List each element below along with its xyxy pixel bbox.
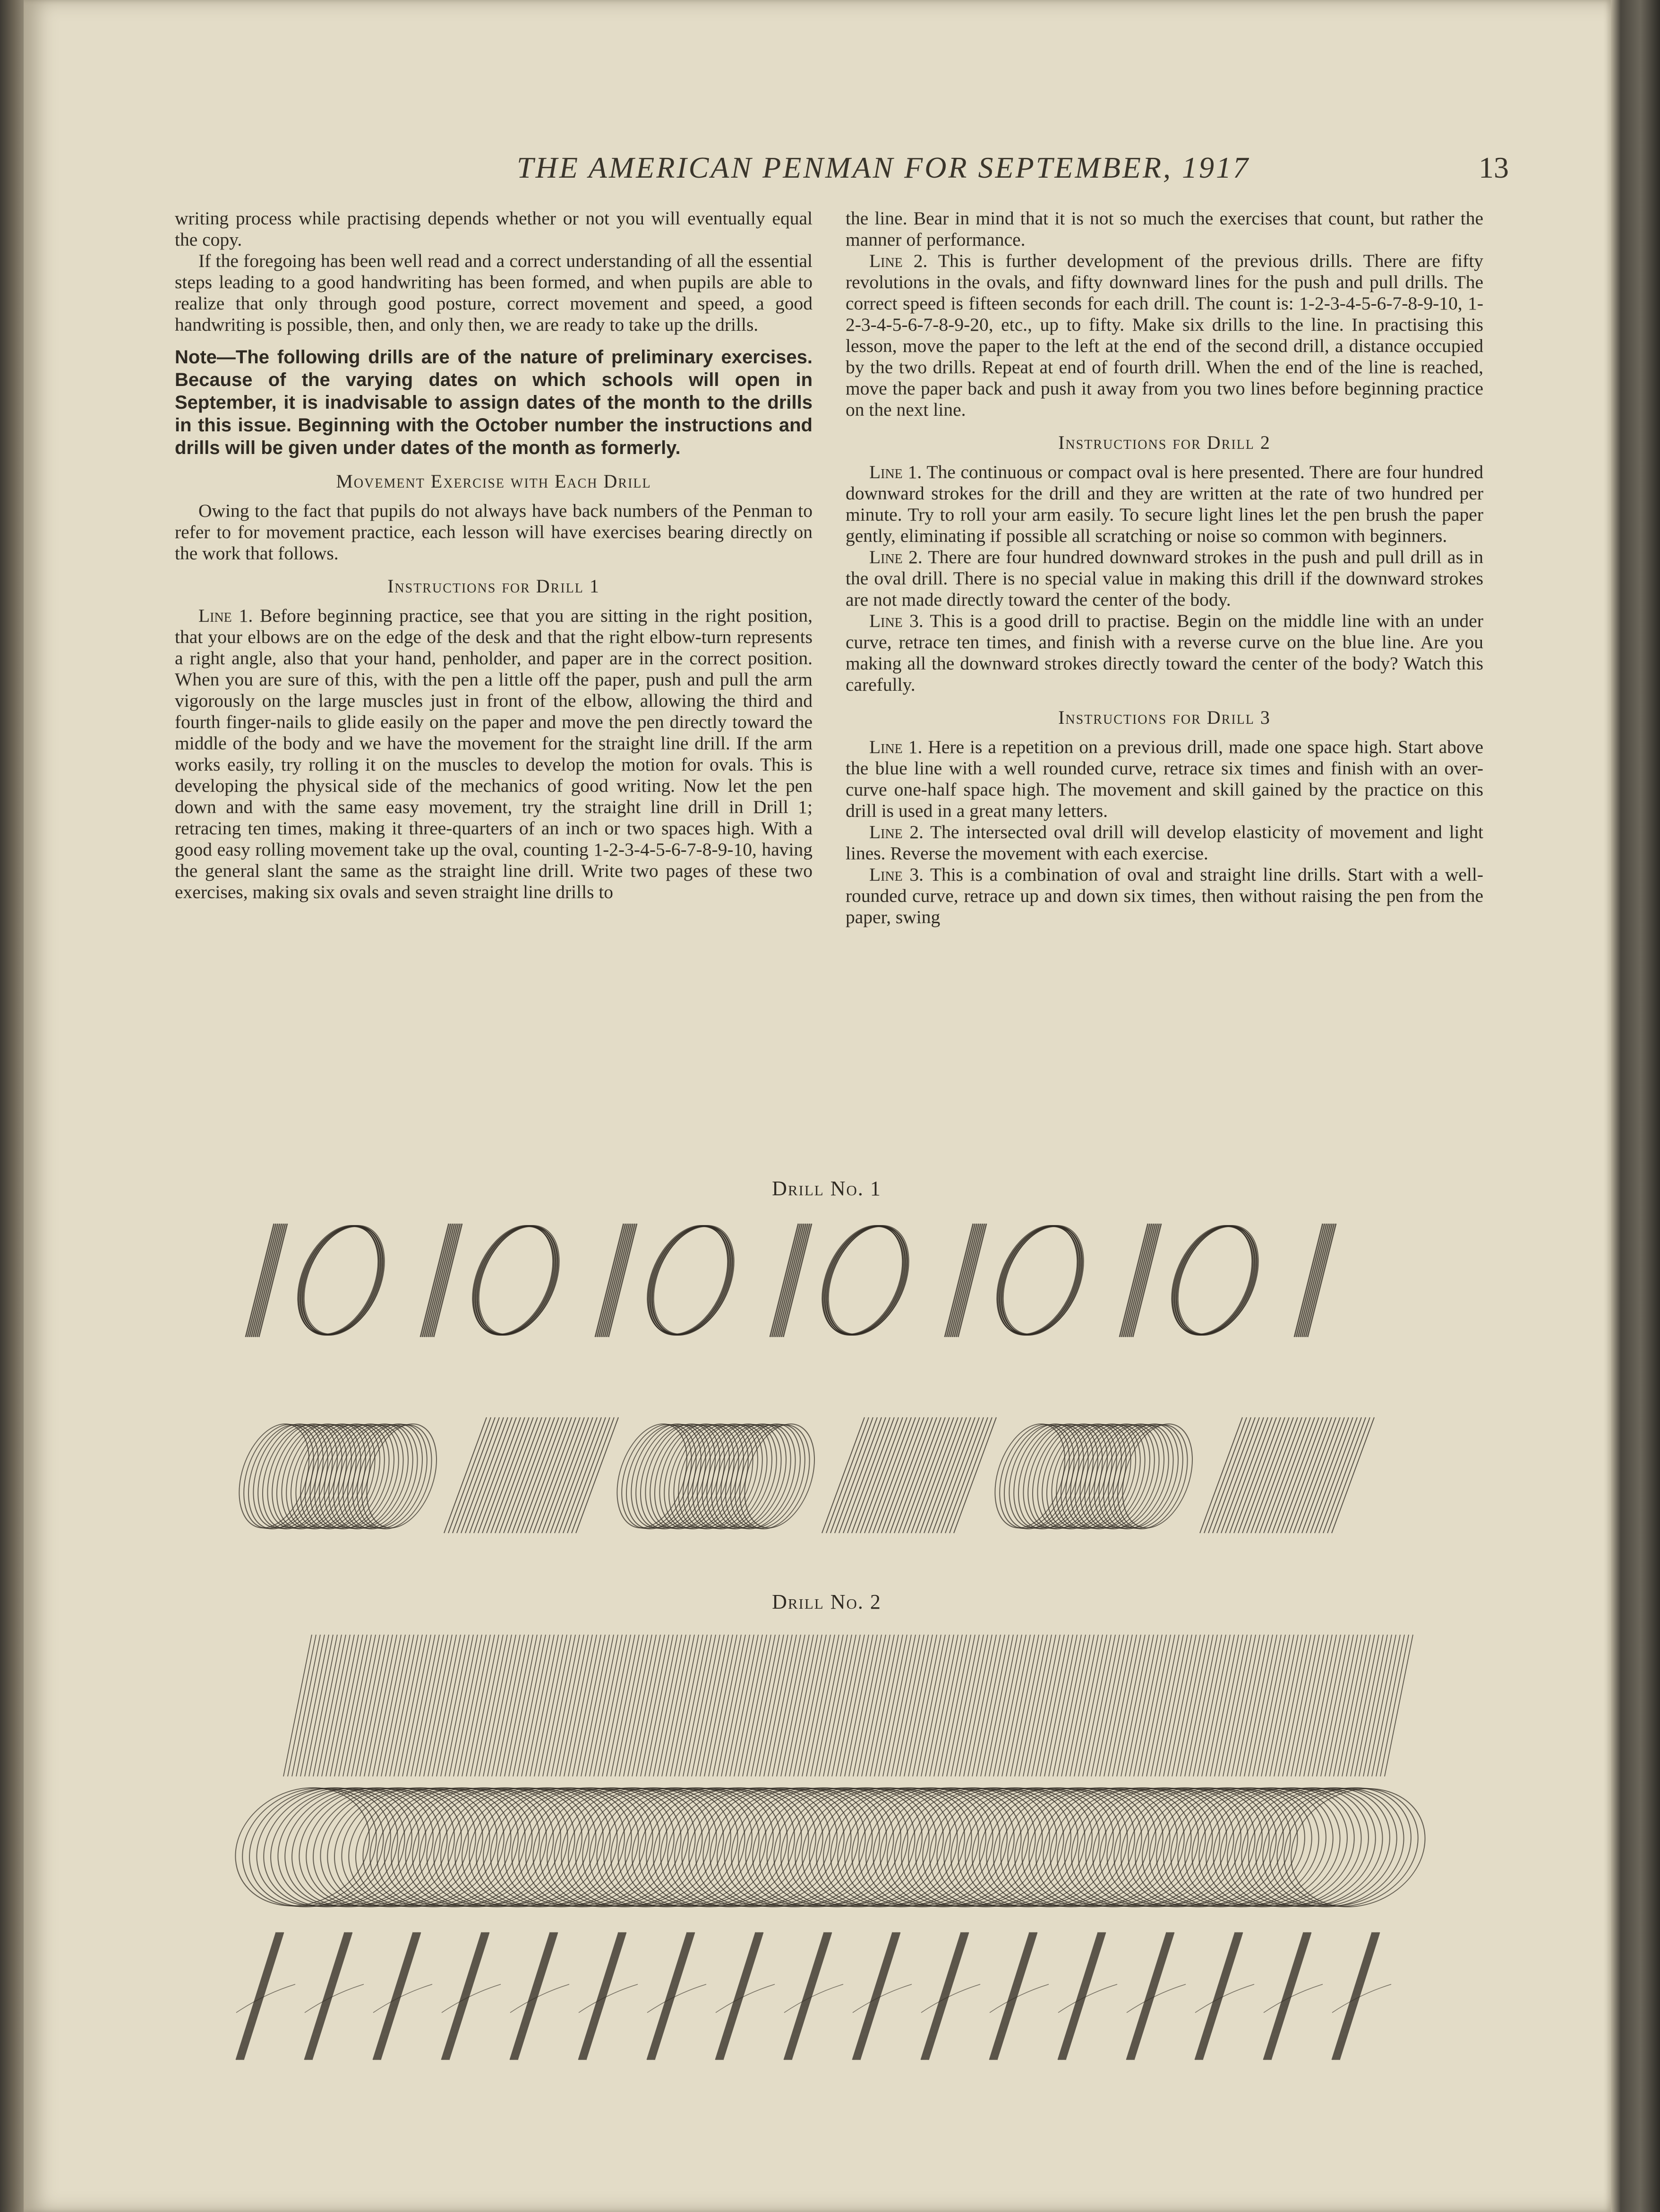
- push-pull-drill: [1200, 1417, 1374, 1533]
- retrace-stroke: [236, 1932, 283, 2060]
- paragraph: writing process while practising depends whether or not you will eventually equal the copy.: [175, 208, 813, 250]
- compact-oval-drill: [985, 1424, 1201, 1529]
- section-heading-drill-3: Instructions for Drill 3: [1058, 707, 1271, 728]
- straight-line-drill: [595, 1224, 637, 1337]
- retrace-stroke: [716, 1932, 763, 2060]
- retrace-stroke: [990, 1932, 1037, 2060]
- retrace-stroke: [579, 1932, 626, 2060]
- oval-drill: [811, 1226, 920, 1335]
- line-label: Line 3.: [869, 610, 924, 631]
- line-text: This is a good drill to practise. Begin on the middle line with an under curve, retrace ten times, and finish with a reverse curve on the blue line. Are you making all the downward strokes directly toward the center of the body? Watch this carefully.: [846, 610, 1483, 695]
- line-text: The continuous or compact oval is here presented. There are four hundred downward strokes for the drill and they are written at the rate of two hundred per minute. Try to roll your arm easily. To secure light lines let the pen brush the paper gently, eliminating if possible all scratching or noise so common with beginners.: [846, 462, 1483, 546]
- drill-1-slant-oval-row: [236, 1219, 1361, 1342]
- line-label: Line 2.: [869, 250, 928, 271]
- straight-line-drill: [420, 1224, 462, 1337]
- paragraph-drill2-line-1: [846, 462, 1483, 547]
- paragraph-drill1-line-2: [846, 250, 1483, 420]
- paragraph-line-1: [175, 605, 813, 903]
- section-heading-drill-1: Instructions for Drill 1: [387, 575, 600, 597]
- retrace-stroke: [784, 1932, 831, 2060]
- push-pull-band: [283, 1635, 1413, 1776]
- retrace-stroke: [1264, 1932, 1311, 2060]
- drill-1-compact-oval-row: [236, 1408, 1417, 1540]
- straight-line-drill: [1294, 1224, 1336, 1337]
- straight-line-drill: [945, 1224, 986, 1337]
- paragraph: Owing to the fact that pupils do not always have back numbers of the Penman to refer to for movement practice, each lesson will have exercises bearing directly on the work that follows.: [175, 500, 813, 564]
- paragraph-drill3-line-2: [846, 822, 1483, 864]
- page-edge: [1611, 0, 1660, 2212]
- retrace-stroke: [647, 1932, 694, 2060]
- line-text: This is a combination of oval and straight line drills. Start with a well-rounded curve, retrace up and down six times, then without raising the pen from the paper, swing: [846, 864, 1483, 927]
- retrace-stroke: [1195, 1932, 1242, 2060]
- paragraph: the line. Bear in mind that it is not so much the exercises that count, but rather the manner of performance.: [846, 208, 1483, 250]
- compact-oval-drill: [608, 1424, 823, 1529]
- right-column: [846, 208, 1483, 928]
- paragraph-drill2-line-3: [846, 610, 1483, 695]
- paragraph-drill2-line-2: [846, 547, 1483, 610]
- retrace-stroke: [1058, 1932, 1105, 2060]
- line-text: There are four hundred downward strokes in the push and pull drill as in the oval drill. There is no special value in making this drill if the downward strokes are not made directly toward the center of the body.: [846, 547, 1483, 610]
- retrace-stroke: [305, 1932, 352, 2060]
- line-text: Before beginning practice, see that you are sitting in the right position, that your elbows are on the edge of the desk and that the right elbow-turn represents a right angle, also that your hand, penholder, and paper are in the correct position. When you are sure of this, with the pen a little off the paper, push and pull the arm vigorously on the large muscles just in front of the elbow, allowing the third and fourth finger-nails to glide easily on the paper and move the pen directly toward the middle of the body and we have the movement for the straight line drill. If the arm works easily, try rolling it on the muscles to develop the motion for ovals. This is developing the physical side of the mechanics of good writing. Now let the pen down and with the same easy movement, try the straight line drill in Drill 1; retracing ten times, making it three-quarters of an inch or two spaces high. With a good easy rolling movement take up the oval, counting 1-2-3-4-5-6-7-8-9-10, having the general slant the same as the straight line drill. Write two pages of these two exercises, making six ovals and seven straight line drills to: [175, 605, 813, 902]
- section-heading-drill-2: Instructions for Drill 2: [1058, 432, 1271, 453]
- line-text: Here is a repetition on a previous drill, made one space high. Start above the blue line with a well rounded curve, retrace six times and finish with an over-curve one-half space high. The movement and skill gained by the practice on this drill is used in a great many letters.: [846, 737, 1483, 821]
- retrace-stroke: [373, 1932, 420, 2060]
- section-heading-movement: Movement Exercise with Each Drill: [336, 471, 651, 492]
- drill-1-title: Drill No. 1: [772, 1177, 881, 1200]
- line-text: This is further development of the previous drills. There are fifty revolutions in the ovals, and fifty downward lines for the push and pull drills. The correct speed is fifteen seconds for each drill. The count is: 1-2-3-4-5-6-7-8-9-10, 1-2-3-4-5-6-7-8-9-20, etc., up to fifty. Make six drills to the line. In practising this lesson, move the paper to the left at the end of the second drill, a distance occupied by the two drills. Repeat at end of fourth drill. When the end of the line is reached, move the paper back and push it away from you two lines before beginning practice on the next line.: [846, 250, 1483, 420]
- left-column: [175, 208, 813, 903]
- retrace-stroke: [510, 1932, 557, 2060]
- drill-2-retrace-row: [222, 1928, 1450, 2065]
- note-paragraph: Note—The following drills are of the nature of preliminary exercises. Because of the varying dates on which schools will open in September, it is inadvisable to assign dates of the month to the drills in this issue. Beginning with the October number the instructions and drills will be given under dates of the month as formerly.: [175, 347, 813, 458]
- retrace-stroke: [921, 1932, 968, 2060]
- straight-line-drill: [770, 1224, 812, 1337]
- oval-drill: [286, 1226, 395, 1335]
- drill-2-continuous-oval-row: [227, 1776, 1455, 1918]
- oval-drill: [636, 1226, 745, 1335]
- straight-line-drill: [1120, 1224, 1161, 1337]
- line-label: Line 2.: [869, 547, 923, 567]
- line-label: Line 1.: [869, 462, 922, 482]
- paragraph: If the foregoing has been well read and a correct understanding of all the essential steps leading to a good handwriting has been formed, and when pupils are able to realize that only through good posture, correct movement and speed, a good handwriting is possible, then, and only then, we are ready to take up the drills.: [175, 250, 813, 335]
- continuous-oval-band: [227, 1788, 1435, 1907]
- paragraph-drill3-line-1: [846, 737, 1483, 822]
- retrace-stroke: [853, 1932, 900, 2060]
- push-pull-drill: [822, 1417, 996, 1533]
- running-header: THE AMERICAN PENMAN FOR SEPTEMBER, 1917: [517, 151, 1250, 184]
- drill-2-push-pull-row: [279, 1630, 1436, 1781]
- line-label: Line 3.: [869, 864, 924, 885]
- line-text: The intersected oval drill will develop elasticity of movement and light lines. Reverse the movement with each exercise.: [846, 822, 1483, 864]
- line-label: Line 1.: [198, 605, 253, 626]
- retrace-stroke: [442, 1932, 489, 2060]
- retrace-stroke: [1127, 1932, 1174, 2060]
- straight-line-drill: [246, 1224, 287, 1337]
- oval-drill: [461, 1226, 570, 1335]
- paragraph-drill3-line-3: [846, 864, 1483, 928]
- oval-drill: [985, 1226, 1095, 1335]
- push-pull-drill: [444, 1417, 618, 1533]
- page-number: 13: [1479, 151, 1509, 184]
- compact-oval-drill: [236, 1424, 446, 1529]
- line-label: Line 1.: [869, 737, 923, 757]
- line-label: Line 2.: [869, 822, 924, 842]
- binding-edge: [0, 0, 24, 2212]
- oval-drill: [1160, 1226, 1269, 1335]
- retrace-stroke: [1332, 1932, 1379, 2060]
- drill-2-title: Drill No. 2: [772, 1590, 881, 1613]
